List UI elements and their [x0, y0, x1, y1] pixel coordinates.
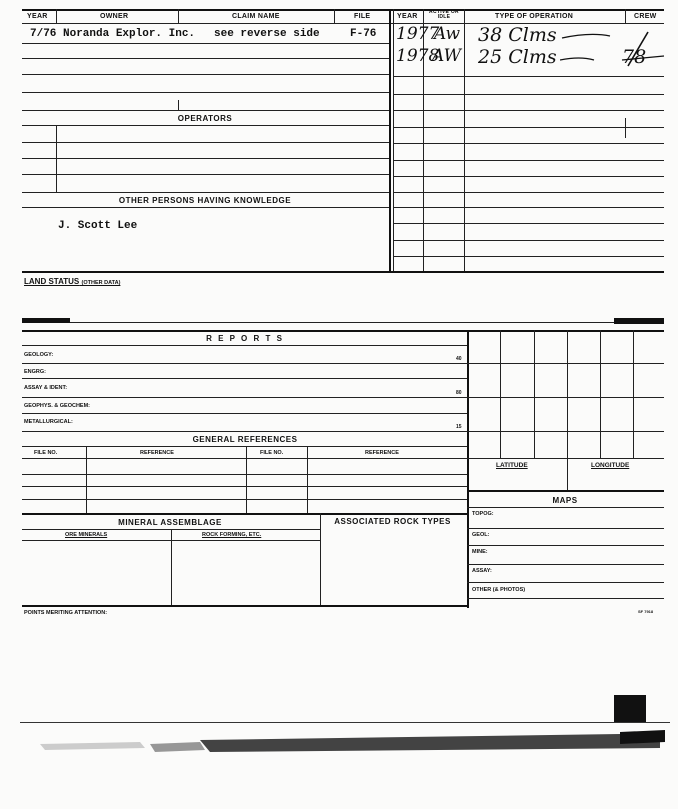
- operation-crew-2: 78: [622, 46, 647, 68]
- black-marker: [614, 695, 646, 723]
- header-crew: CREW: [634, 13, 657, 20]
- latitude-label: LATITUDE: [496, 462, 528, 469]
- refs-reference-1: REFERENCE: [140, 450, 174, 456]
- handwriting-strokes: [560, 30, 665, 70]
- land-status-label: [24, 277, 120, 286]
- maps-mine: MINE:: [472, 549, 488, 555]
- land-status-text: LAND STATUS: [24, 277, 80, 286]
- other-persons-value: J. Scott Lee: [58, 220, 138, 232]
- header-year-2: YEAR: [397, 13, 418, 20]
- report-engrg: ENGRG:: [24, 369, 46, 375]
- rock-forming-heading: ROCK FORMING, ETC.: [202, 532, 262, 538]
- longitude-label: LONGITUDE: [591, 462, 630, 469]
- other-persons-heading: OTHER PERSONS HAVING KNOWLEDGE: [118, 196, 292, 205]
- operation-status-2: AW: [432, 46, 462, 66]
- operators-heading: OPERATORS: [177, 114, 233, 123]
- maps-other: OTHER (& PHOTOS): [472, 587, 526, 593]
- form-number: SF 7918: [638, 609, 654, 614]
- report-metallurgical-num: 15: [456, 424, 462, 430]
- maps-assay: ASSAY:: [472, 568, 492, 574]
- refs-reference-2: REFERENCE: [365, 450, 399, 456]
- ore-minerals-heading: ORE MINERALS: [65, 532, 108, 538]
- report-metallurgical: METALLURGICAL:: [24, 419, 73, 425]
- file-entry: F-76: [350, 28, 377, 40]
- operation-status-1: Aw: [434, 24, 461, 44]
- owner-entry: 7/76 Noranda Explor. Inc.: [30, 28, 196, 40]
- general-references-heading: GENERAL REFERENCES: [192, 435, 298, 444]
- mineral-assemblage-heading: MINERAL ASSEMBLAGE: [118, 518, 222, 527]
- report-geology-num: 40: [456, 356, 462, 362]
- report-geophys: GEOPHYS. & GEOCHEM:: [24, 403, 91, 409]
- report-geology: GEOLOGY:: [24, 352, 54, 358]
- maps-geol: GEOL:: [472, 532, 490, 538]
- operation-type-1: 38 Clms: [478, 24, 557, 46]
- reports-heading: R E P O R T S: [206, 334, 284, 343]
- operation-year-1: 1977: [396, 24, 440, 44]
- report-assay-num: 80: [456, 390, 462, 396]
- maps-heading: MAPS: [552, 496, 578, 505]
- associated-rock-types-heading: ASSOCIATED ROCK TYPES: [334, 517, 451, 526]
- operation-type-2: 25 Clms: [478, 46, 557, 68]
- operation-year-2: 1978: [396, 46, 440, 66]
- claim-name-entry: see reverse side: [214, 28, 320, 40]
- maps-topog: TOPOG:: [472, 511, 494, 517]
- header-type-of-operation: TYPE OF OPERATION: [495, 13, 574, 20]
- header-active-or-idle: ACTIVE OR IDLE: [429, 9, 459, 20]
- points-meriting-label: POINTS MERITING ATTENTION:: [24, 610, 108, 616]
- report-assay: ASSAY & IDENT:: [24, 385, 68, 391]
- land-status-sub: (OTHER DATA): [81, 280, 121, 286]
- header-year: YEAR: [27, 13, 48, 20]
- refs-file-no-1: FILE NO.: [34, 450, 58, 456]
- scan-noise-band: [20, 722, 670, 762]
- header-file: FILE: [354, 13, 371, 20]
- header-claim-name: CLAIM NAME: [232, 13, 280, 20]
- header-owner: OWNER: [100, 13, 129, 20]
- refs-file-no-2: FILE NO.: [260, 450, 284, 456]
